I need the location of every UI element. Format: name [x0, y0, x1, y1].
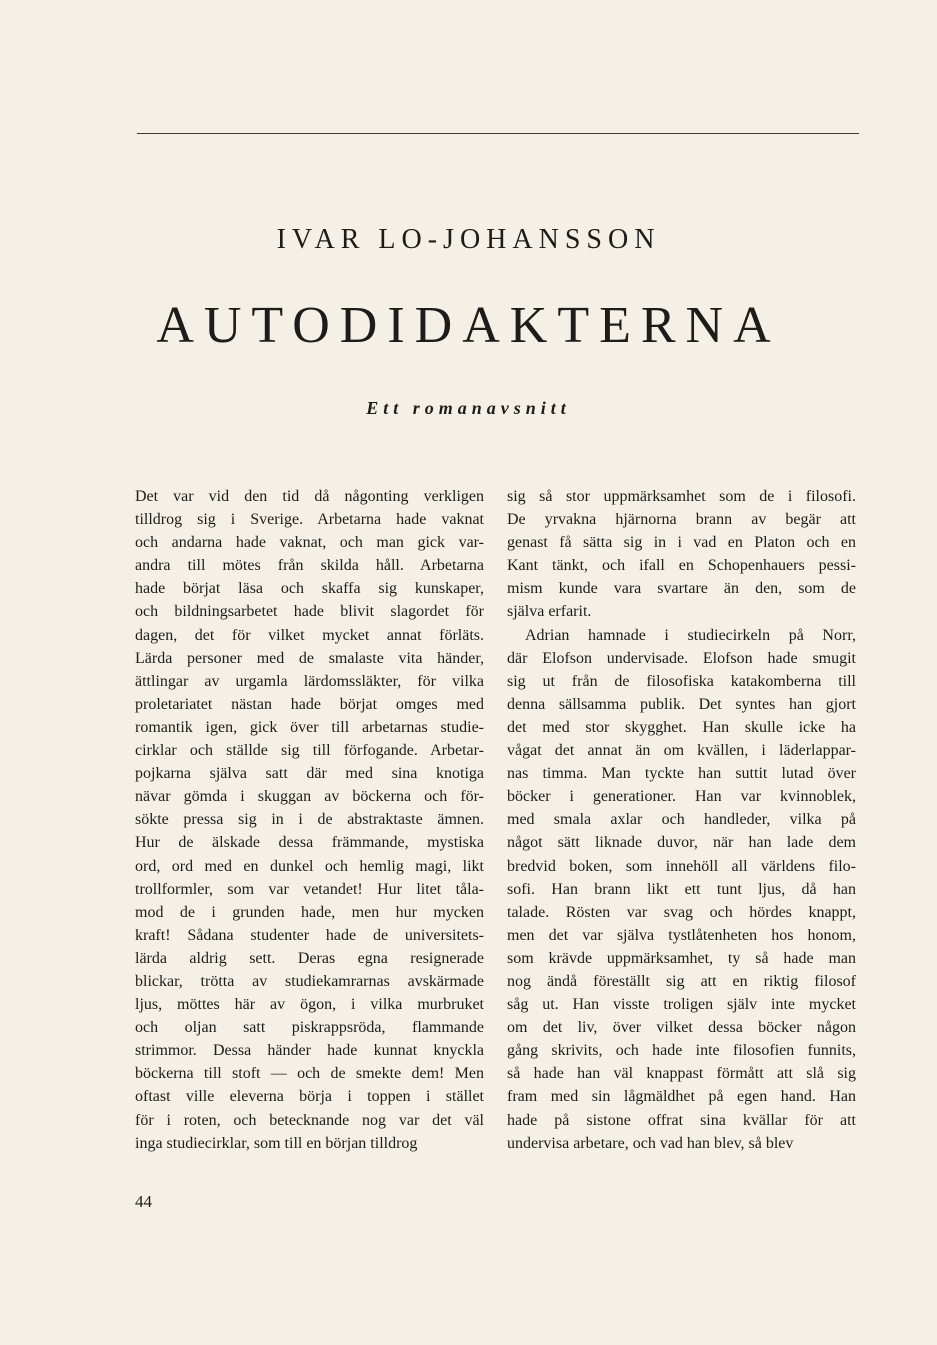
text-line: De yrvakna hjärnorna brann av begär att — [507, 511, 856, 529]
text-line: trollformler, som var vetandet! Hur litet tåla- — [135, 880, 484, 898]
text-line: nog ändå föreställt sig att en riktig filosof — [507, 972, 856, 990]
text-line: dagen, det för vilket mycket annat förläts. — [135, 626, 484, 644]
text-line: för i roten, och betecknande nog var det väl — [135, 1111, 484, 1129]
text-line: böckerna till stoft — och de smekte dem! Men — [135, 1065, 484, 1083]
text-line: gång skrivits, och hade inte filosofien funnits, — [507, 1042, 856, 1060]
text-line: genast få sätta sig in i vad en Platon och en — [507, 534, 856, 552]
text-line: fram med sin lågmäldhet på egen hand. Han — [507, 1088, 856, 1106]
text-line: och oljan satt piskrappsröda, flammande — [135, 1019, 484, 1037]
text-line: som krävde uppmärksamhet, ty så hade man — [507, 949, 856, 967]
text-line: ättlingar av urgamla lärdomssläkter, för vilka — [135, 672, 484, 690]
text-line: och bildningsarbetet hade blivit slagordet för — [135, 603, 484, 621]
text-line: mod de i grunden hade, men hur mycken — [135, 903, 484, 921]
top-rule — [137, 133, 859, 134]
text-line: men det var själva tystlåtenheten hos honom, — [507, 926, 856, 944]
text-line: andra till mötes från skilda håll. Arbetarna — [135, 557, 484, 575]
text-line: vågat det annat än om kvällen, i läderlappar- — [507, 742, 856, 760]
text-line: romantik igen, gick över till arbetarnas studie- — [135, 718, 484, 736]
text-line: undervisa arbetare, och vad han blev, så blev — [507, 1134, 794, 1152]
text-line: Adrian hamnade i studiecirkeln på Norr, — [525, 626, 856, 644]
text-line: hade börjat läsa och skaffa sig kunskaper, — [135, 580, 484, 598]
article-subtitle: Ett romanavsnitt — [366, 398, 571, 418]
text-line: något sätt liknade duvor, när han lade dem — [507, 834, 856, 852]
text-line: och andarna hade vaknat, och man gick var- — [135, 534, 484, 552]
right-text-column — [507, 485, 856, 1155]
text-line: cirklar och ställde sig till förfogande. Arbetar- — [135, 742, 484, 760]
text-line: nas timma. Man tyckte han suttit lutad över — [507, 765, 856, 783]
text-line: böcker i generationer. Han var kvinnoblek, — [507, 788, 856, 806]
text-line: hade på sistone offrat sina kvällar för att — [507, 1111, 856, 1129]
text-line: oftast ville eleverna börja i toppen i stället — [135, 1088, 484, 1106]
left-text-column — [135, 485, 484, 1155]
text-line: bredvid boken, som innehöll all världens filo- — [507, 857, 856, 875]
text-line: själva erfarit. — [507, 603, 592, 621]
text-line: sofi. Han brann likt ett tunt ljus, då han — [507, 880, 856, 898]
text-line: strimmor. Dessa händer hade kunnat knyckla — [135, 1042, 484, 1060]
text-line: talade. Rösten var svag och hördes knappt, — [507, 903, 856, 921]
text-line: om det liv, över vilket dessa böcker någon — [507, 1019, 856, 1037]
text-line: Det var vid den tid då någonting verkligen — [135, 488, 484, 505]
text-line: Hur de älskade dessa främmande, mystiska — [135, 834, 484, 852]
text-line: där Elofson undervisade. Elofson hade smugit — [507, 649, 856, 667]
text-line: sökte pressa sig in i de abstraktaste ämnen. — [135, 811, 484, 829]
text-line: såg ut. Han visste troligen själv inte mycket — [507, 996, 856, 1014]
page-number: 44 — [135, 1192, 152, 1211]
text-line: sig ut från de filosofiska katakomberna till — [507, 672, 856, 690]
text-line: sig så stor uppmärksamhet som de i filosofi. — [507, 488, 856, 505]
text-line: ljus, möttes här av ögon, i vilka murbruket — [135, 996, 484, 1014]
text-line: nävar gömda i skuggan av böckerna och för- — [135, 788, 484, 806]
text-line: proletariatet nästan hade börjat omges med — [135, 695, 484, 713]
article-title: AUTODIDAKTERNA — [156, 297, 781, 354]
text-line: med smala axlar och handleder, vilka på — [507, 811, 856, 829]
author-name: IVAR LO-JOHANSSON — [276, 224, 661, 255]
text-line: denna sällsamma publik. Det syntes han gjort — [507, 695, 856, 713]
text-line: mism kunde vara svartare än den, som de — [507, 580, 856, 598]
text-line: så hade han väl knappast förmått att slå sig — [507, 1065, 856, 1083]
text-line: Kant tänkt, och ifall en Schopenhauers pessi- — [507, 557, 856, 575]
text-line: blickar, trötta av studiekamrarnas avskärmade — [135, 972, 484, 990]
text-line: inga studiecirklar, som till en början tilldrog — [135, 1134, 418, 1152]
text-line: lärda aldrig sett. Deras egna resignerade — [135, 949, 484, 967]
text-line: kraft! Sådana studenter hade de universitets- — [135, 926, 484, 944]
text-line: Lärda personer med de smalaste vita händer, — [135, 649, 484, 667]
text-line: tilldrog sig i Sverige. Arbetarna hade vaknat — [135, 511, 484, 529]
text-line: det med stor skygghet. Han skulle icke ha — [507, 718, 856, 736]
text-line: ord, ord med en dunkel och hemlig magi, likt — [135, 857, 484, 875]
text-line: pojkarna själva satt där med sina knotiga — [135, 765, 484, 783]
